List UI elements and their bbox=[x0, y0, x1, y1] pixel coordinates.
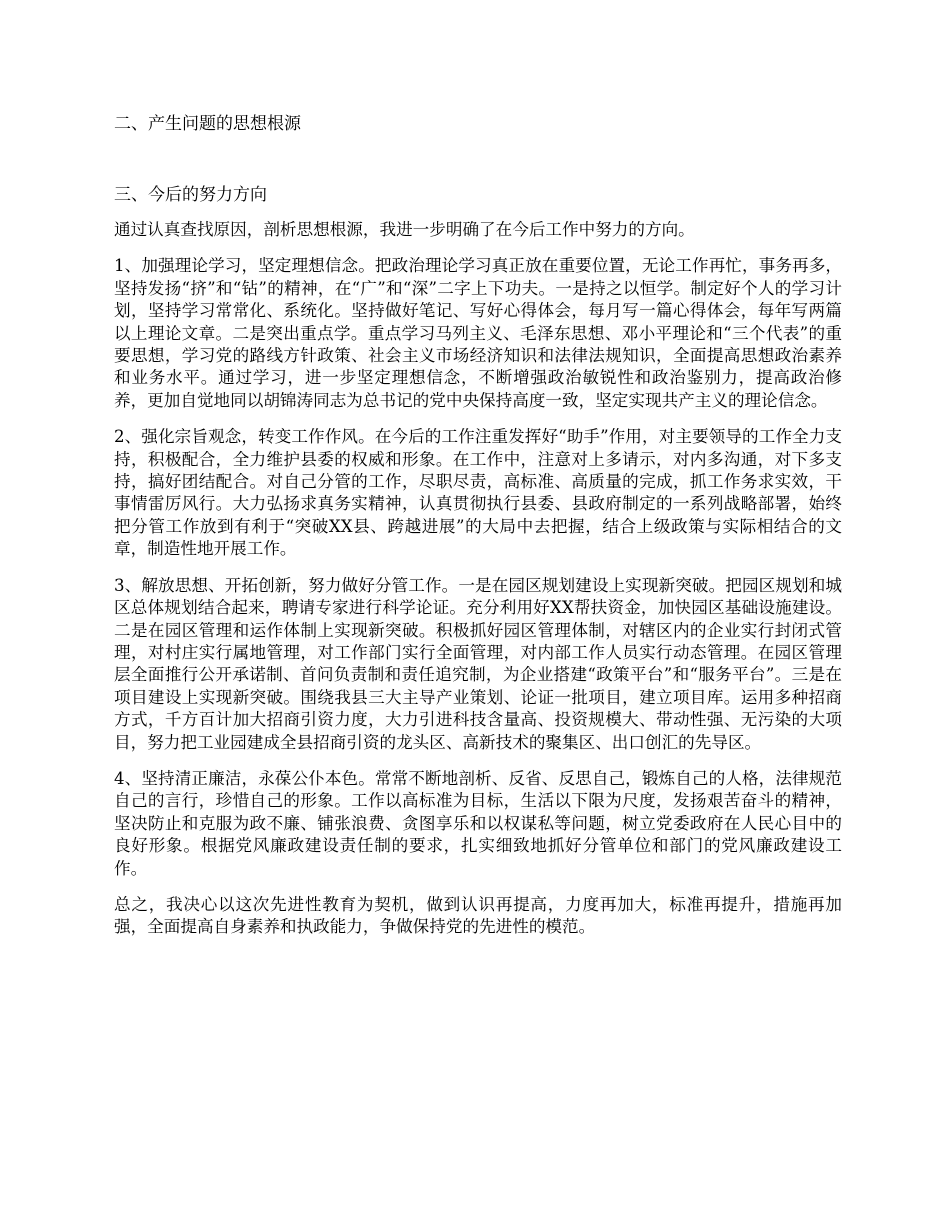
paragraph-theory-study: 1、加强理论学习，坚定理想信念。把政治理论学习真正放在重要位置，无论工作再忙，事务再多，坚持发扬“挤”和“钻”的精神，在“广”和“深”二字上下功夫。一是持之以恒学。制定好个人的学习计划，坚持学习常常化、系统化。坚持做好笔记、写好心得体会，每月写一篇心得体会，每年写两篇以上理论文章。二是突出重点学。重点学习马列主义、毛泽东思想、邓小平理论和“三个代表”的重要思想，学习党的路线方针政策、社会主义市场经济知识和法律法规知识，全面提高思想政治素养和业务水平。通过学习，进一步坚定理想信念，不断增强政治敏锐性和政治鉴别力，提高政治修养，更加自觉地同以胡锦涛同志为总书记的党中央保持高度一致，坚定实现共产主义的理论信念。 bbox=[114, 256, 842, 410]
document-body bbox=[114, 219, 842, 953]
intro-paragraph: 通过认真查找原因，剖析思想根源，我进一步明确了在今后工作中努力的方向。 bbox=[114, 220, 695, 239]
paragraph-work-style: 2、强化宗旨观念，转变工作作风。在今后的工作注重发挥好“助手”作用，对主要领导的工作全力支持，积极配合，全力维护县委的权威和形象。在工作中，注意对上多请示，对内多沟通，对下多支持，搞好团结配合。对自己分管的工作，尽职尽责，高标准、高质量的完成，抓工作务求实效，干事情雷厉风行。大力弘扬求真务实精神，认真贯彻执行县委、县政府制定的一系列战略部署，始终把分管工作放到有利于“突破XX县、跨越进展”的大局中去把握，结合上级政策与实际相结合的文章，制造性地开展工作。 bbox=[114, 427, 842, 559]
section-heading-future-direction: 三、今后的努力方向 bbox=[114, 185, 267, 205]
conclusion-paragraph: 总之，我决心以这次先进性教育为契机，做到认识再提高，力度再加大，标准再提升，措施再加强，全面提高自身素养和执政能力，争做保持党的先进性的模范。 bbox=[114, 894, 842, 937]
paragraph-innovation: 3、解放思想、开拓创新，努力做好分管工作。一是在园区规划建设上实现新突破。把园区规划和城区总体规划结合起来，聘请专家进行科学论证。充分利用好XX帮扶资金，加快园区基础设施建设。二是在园区管理和运作体制上实现新突破。积极抓好园区管理体制，对辖区内的企业实行封闭式管理，对村庄实行属地管理，对工作部门实行全面管理，对内部工作人员实行动态管理。在园区管理层全面推行公开承诺制、首问负责制和责任追究制，为企业搭建“政策平台”和“服务平台”。三是在项目建设上实现新突破。围绕我县三大主导产业策划、论证一批项目，建立项目库。运用多种招商方式，千方百计加大招商引资力度，大力引进科技含量高、投资规模大、带动性强、无污染的大项目，努力把工业园建成全县招商引资的龙头区、高新技术的聚集区、出口创汇的先导区。 bbox=[114, 575, 842, 752]
section-heading-root-causes: 二、产生问题的思想根源 bbox=[114, 114, 301, 134]
paragraph-integrity: 4、坚持清正廉洁，永葆公仆本色。常常不断地剖析、反省、反思自己，锻炼自己的人格，法律规范自己的言行，珍惜自己的形象。工作以高标准为目标，生活以下限为尺度，发扬艰苦奋斗的精神，坚决防止和克服为政不廉、铺张浪费、贪图享乐和以权谋私等问题，树立党委政府在人民心目中的良好形象。根据党风廉政建设责任制的要求，扎实细致地抓好分管单位和部门的党风廉政建设工作。 bbox=[114, 768, 842, 878]
